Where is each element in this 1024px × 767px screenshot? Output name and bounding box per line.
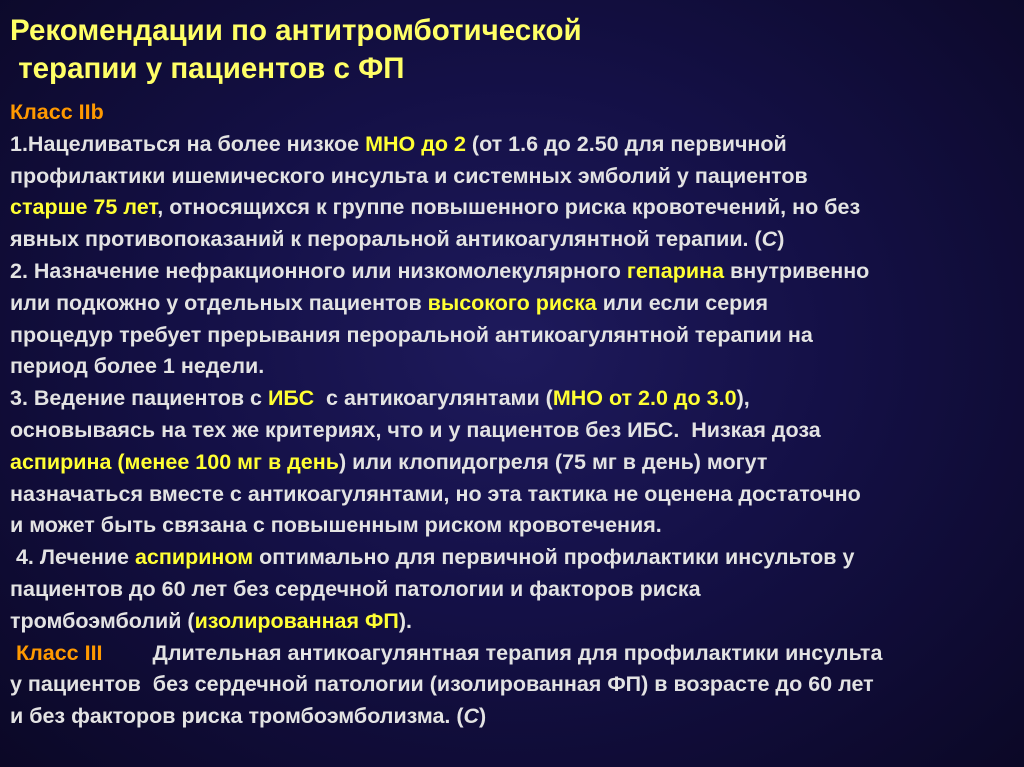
text-segment: ) или клопидогреля (75 мг в день) могут: [338, 449, 768, 474]
item3-line5: и может быть связана с повышенным риском кровотечения.: [10, 513, 662, 538]
text-segment: с антикоагулянтами (: [314, 386, 553, 411]
highlight-high-risk: высокого риска: [427, 290, 597, 315]
item1-line3: [10, 192, 1024, 224]
text-segment: 2. Назначение нефракционного или низкомолекулярного: [10, 258, 627, 283]
text-segment: внутривенно: [724, 258, 870, 283]
text-segment: ): [777, 227, 785, 252]
class-iii-line1: [10, 638, 1024, 670]
highlight-age: старше 75 лет: [10, 195, 158, 220]
item2-line1: [10, 256, 1024, 288]
highlight-heparin: гепарина: [626, 258, 725, 283]
item1-line1: [10, 129, 1024, 161]
text-segment: ),: [736, 386, 750, 411]
item2-line2: [10, 288, 1024, 320]
highlight-inr-range: МНО от 2.0 до 3.0: [552, 386, 737, 411]
text-segment: оптимально для первичной профилактики инсультов у: [253, 545, 855, 570]
evidence-level: C: [761, 227, 778, 252]
text-segment: или подкожно у отдельных пациентов: [10, 290, 428, 315]
item4-line2: пациентов до 60 лет без сердечной патологии и факторов риска: [10, 576, 701, 601]
slide-title: [10, 12, 582, 88]
class-iii-heading: Класс III: [10, 640, 103, 665]
text-segment: явных противопоказаний к пероральной антикоагулянтной терапии. (: [10, 227, 762, 252]
text-segment: 3. Ведение пациентов с: [10, 386, 268, 411]
text-segment: ).: [398, 608, 412, 633]
text-segment: ): [479, 704, 487, 729]
item2-line4: период более 1 недели.: [10, 354, 265, 379]
text-segment: и без факторов риска тромбоэмболизма. (: [10, 704, 464, 729]
highlight-aspirin-dose: аспирина (менее 100 мг в день: [10, 449, 339, 474]
item3-line3: [10, 447, 1024, 479]
item3-line1: [10, 383, 1024, 415]
item2-line3: процедур требует прерывания пероральной антикоагулянтной терапии на: [10, 322, 813, 347]
item1-line2: профилактики ишемического инсульта и системных эмболий у пациентов: [10, 163, 808, 188]
text-segment: Длительная антикоагулянтная терапия для профилактики инсульта: [152, 640, 883, 665]
text-segment: (от 1.6 до 2.50 для первичной: [465, 131, 787, 156]
item3-line2: основываясь на тех же критериях, что и у пациентов без ИБС. Низкая доза: [10, 417, 821, 442]
item4-line1: [10, 542, 1024, 574]
highlight-isolated-af: изолированная ФП: [194, 608, 399, 633]
evidence-level: C: [463, 704, 480, 729]
text-segment: или если серия: [596, 290, 769, 315]
item1-line4: [10, 224, 1024, 256]
title-line-1: Рекомендации по антитромботической: [10, 14, 582, 47]
text-segment: 4. Лечение: [10, 545, 135, 570]
highlight-inr-target: МНО до 2: [365, 131, 466, 156]
class-iii-line2: у пациентов без сердечной патологии (изолированная ФП) в возрасте до 60 лет: [10, 672, 874, 697]
highlight-ibs: ИБС: [267, 386, 315, 411]
item4-line3: [10, 606, 1024, 638]
highlight-aspirin: аспирином: [134, 545, 254, 570]
class-iii-line3: [10, 701, 1024, 733]
text-segment: тромбоэмболий (: [10, 608, 195, 633]
text-segment: 1.Нацеливаться на более низкое: [10, 131, 366, 156]
item3-line4: назначаться вместе с антикоагулянтами, но эта тактика не оценена достаточно: [10, 481, 861, 506]
class-iib-heading: Класс IIb: [10, 100, 104, 124]
text-segment: , относящихся к группе повышенного риска кровотечений, но без: [157, 195, 861, 220]
slide-body: [10, 97, 1024, 733]
title-line-2: терапии у пациентов с ФП: [10, 52, 405, 85]
